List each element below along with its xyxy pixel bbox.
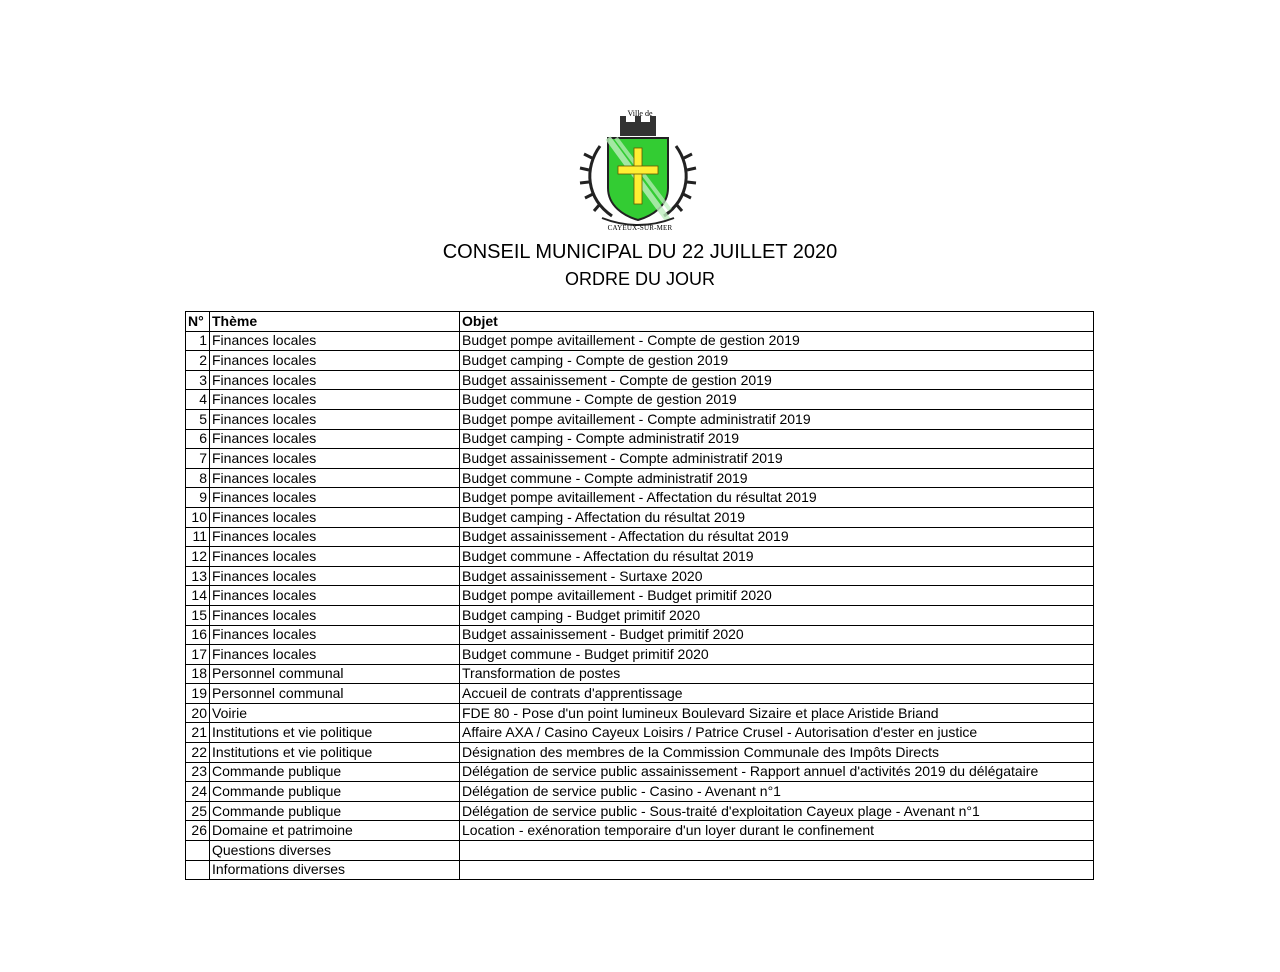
cell-theme: Questions diverses [210,841,460,861]
cell-objet: Budget assainissement - Surtaxe 2020 [460,566,1094,586]
cell-theme: Finances locales [210,449,460,469]
cell-num: 24 [186,782,210,802]
cell-objet: Budget camping - Budget primitif 2020 [460,605,1094,625]
cell-objet: Budget assainissement - Compte administratif 2019 [460,449,1094,469]
cell-num: 22 [186,743,210,763]
cell-theme: Commande publique [210,762,460,782]
cell-objet: Budget commune - Budget primitif 2020 [460,645,1094,665]
cell-theme: Finances locales [210,468,460,488]
cell-objet: Budget assainissement - Compte de gestion 2019 [460,370,1094,390]
cell-num: 19 [186,684,210,704]
cell-num: 8 [186,468,210,488]
cell-num: 17 [186,645,210,665]
agenda-table [185,311,1094,880]
table-row [186,782,1094,802]
cell-num: 1 [186,331,210,351]
cell-num: 20 [186,703,210,723]
cell-objet: Location - exénoration temporaire d'un loyer durant le confinement [460,821,1094,841]
cell-num: 25 [186,801,210,821]
cell-objet: Accueil de contrats d'apprentissage [460,684,1094,704]
table-row [186,821,1094,841]
table-row [186,743,1094,763]
cell-num: 5 [186,409,210,429]
cell-theme: Voirie [210,703,460,723]
cell-theme: Personnel communal [210,664,460,684]
cell-num: 10 [186,507,210,527]
table-row [186,409,1094,429]
cell-objet: Budget commune - Compte administratif 2019 [460,468,1094,488]
cell-theme: Finances locales [210,566,460,586]
cell-theme: Finances locales [210,605,460,625]
table-row [186,645,1094,665]
table-row [186,723,1094,743]
cell-num [186,860,210,880]
table-row [186,449,1094,469]
cell-objet: Délégation de service public assainissement - Rapport annuel d'activités 2019 du délégataire [460,762,1094,782]
table-row [186,566,1094,586]
table-header-row [186,312,1094,332]
cell-objet: Budget commune - Affectation du résultat 2019 [460,547,1094,567]
cell-objet [460,860,1094,880]
cell-theme: Finances locales [210,507,460,527]
cell-objet: Budget pompe avitaillement - Budget primitif 2020 [460,586,1094,606]
table-row [186,527,1094,547]
header-num: N° [186,312,210,332]
cell-theme: Finances locales [210,625,460,645]
cell-objet: Budget pompe avitaillement - Affectation du résultat 2019 [460,488,1094,508]
cell-objet: Budget camping - Compte administratif 2019 [460,429,1094,449]
cell-theme: Finances locales [210,331,460,351]
table-row [186,586,1094,606]
coat-of-arms-logo [578,98,698,238]
table-row [186,390,1094,410]
cell-num: 11 [186,527,210,547]
cell-theme: Commande publique [210,801,460,821]
table-row [186,841,1094,861]
cell-num: 6 [186,429,210,449]
cell-num: 4 [186,390,210,410]
table-row [186,488,1094,508]
table-row [186,664,1094,684]
cell-num: 23 [186,762,210,782]
cell-theme: Finances locales [210,429,460,449]
cell-theme: Finances locales [210,586,460,606]
table-row [186,605,1094,625]
cell-objet [460,841,1094,861]
cell-num: 15 [186,605,210,625]
cell-objet: Budget pompe avitaillement - Compte administratif 2019 [460,409,1094,429]
table-row [186,429,1094,449]
cell-num: 18 [186,664,210,684]
cell-theme: Commande publique [210,782,460,802]
cell-theme: Finances locales [210,351,460,371]
page-title: CONSEIL MUNICIPAL DU 22 JUILLET 2020 [442,241,838,263]
cell-theme: Finances locales [210,390,460,410]
cell-theme: Finances locales [210,645,460,665]
cell-objet: Budget commune - Compte de gestion 2019 [460,390,1094,410]
cell-num: 12 [186,547,210,567]
page-subtitle: ORDRE DU JOUR [564,269,715,289]
cell-objet: Délégation de service public - Casino - Avenant n°1 [460,782,1094,802]
cell-num: 13 [186,566,210,586]
header-objet: Objet [460,312,1094,332]
table-row [186,547,1094,567]
cell-theme: Finances locales [210,409,460,429]
header-theme: Thème [210,312,460,332]
table-row [186,703,1094,723]
cell-objet: Transformation de postes [460,664,1094,684]
cell-theme: Finances locales [210,370,460,390]
cell-objet: Budget camping - Affectation du résultat 2019 [460,507,1094,527]
cell-num: 21 [186,723,210,743]
cell-objet: Affaire AXA / Casino Cayeux Loisirs / Patrice Crusel - Autorisation d'ester en justice [460,723,1094,743]
table-row [186,860,1094,880]
cell-theme: Institutions et vie politique [210,743,460,763]
cell-num: 2 [186,351,210,371]
cell-theme: Finances locales [210,527,460,547]
table-row [186,801,1094,821]
cell-num: 7 [186,449,210,469]
cell-objet: Délégation de service public - Sous-traité d'exploitation Cayeux plage - Avenant n°1 [460,801,1094,821]
cell-objet: Budget camping - Compte de gestion 2019 [460,351,1094,371]
table-row [186,351,1094,371]
cell-num: 9 [186,488,210,508]
cell-num [186,841,210,861]
cell-theme: Finances locales [210,488,460,508]
cell-objet: Budget pompe avitaillement - Compte de gestion 2019 [460,331,1094,351]
cell-theme: Personnel communal [210,684,460,704]
cell-theme: Institutions et vie politique [210,723,460,743]
cell-theme: Informations diverses [210,860,460,880]
cell-num: 3 [186,370,210,390]
logo-title: Ville de [627,109,653,118]
logo-caption: CAYEUX-SUR-MER [607,224,673,232]
table-row [186,684,1094,704]
table-row [186,370,1094,390]
cell-theme: Finances locales [210,547,460,567]
table-row [186,762,1094,782]
table-row [186,625,1094,645]
cell-num: 16 [186,625,210,645]
cell-num: 14 [186,586,210,606]
cell-objet: Désignation des membres de la Commission Communale des Impôts Directs [460,743,1094,763]
cell-num: 26 [186,821,210,841]
cell-objet: FDE 80 - Pose d'un point lumineux Boulevard Sizaire et place Aristide Briand [460,703,1094,723]
cell-objet: Budget assainissement - Budget primitif 2020 [460,625,1094,645]
table-row [186,468,1094,488]
cell-theme: Domaine et patrimoine [210,821,460,841]
cell-objet: Budget assainissement - Affectation du résultat 2019 [460,527,1094,547]
table-row [186,331,1094,351]
table-row [186,507,1094,527]
